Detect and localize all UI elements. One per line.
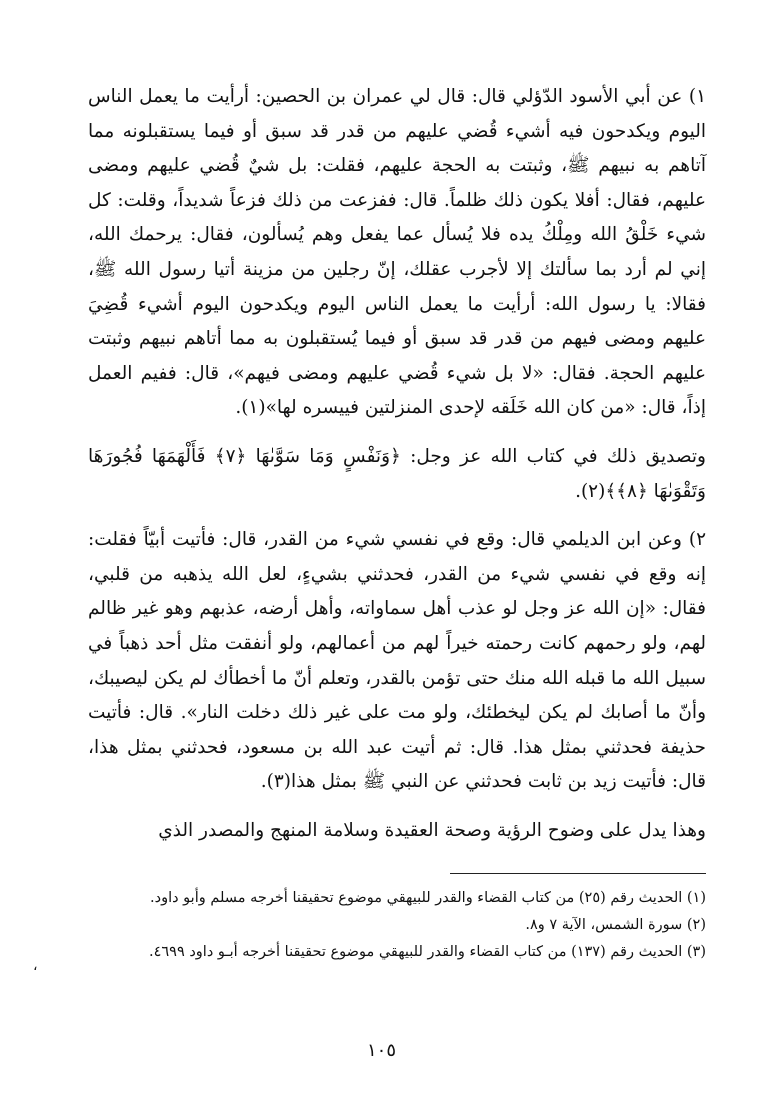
quran-citation-paragraph: وتصديق ذلك في كتاب الله عز وجل: ﴿وَنَفْسٍ وَمَا سَوَّىٰهَا ﴿٧﴾ فَأَلْهَمَهَا فُجُورَهَا وَتَقْوَىٰهَا ﴿٨﴾﴾(٢).	[88, 445, 706, 502]
main-text	[88, 80, 706, 848]
closing-paragraph: وهذا يدل على وضوح الرؤية وصحة العقيدة وسلامة المنهج والمصدر الذي	[158, 819, 706, 841]
hadith-paragraph-2: ٢) وعن ابن الديلمي قال: وقع في نفسي شيء من القدر، قال: فأتيت أبيّاً فقلت: إنه وقع في نفسي شيء من القدر، فحدثني بشيءٍ، لعل الله يذهبه من قلبي، فقال: «إن الله عز وجل لو عذب أهل سماواته، وأهل أرضه، عذبهم وهو غير ظالم لهم، ولو رحمهم كانت رحمته خيراً لهم من أعمالهم، ولو أنفقت مثل أحد ذهباً في سبيل الله ما قبله الله منك حتى تؤمن بالقدر، وتعلم أنّ ما أخطأك لم يكن ليصيبك، وأنّ ما أصابك لم يكن ليخطئك، ولو مت على غير ذلك دخلت النار». قال: فأتيت حذيفة فحدثني بمثل هذا. قال: ثم أتيت عبد الله بن مسعود، فحدثني بمثل هذا، قال: فأتيت زيد بن ثابت فحدثني عن النبي ﷺ بمثل هذا(٣).	[88, 529, 706, 793]
hadith-paragraph-1: ١) عن أبي الأسود الدّؤلي قال: قال لي عمران بن الحصين: أرأيت ما يعمل الناس اليوم ويكدحون فيه أشيء قُضي عليهم من قدر قد سبق أو فيما يستقبلونه مما آتاهم به نبيهم ﷺ، وثبتت به الحجة عليهم، فقلت: بل شيٌ قُضي عليهم ومضى عليهم، فقال: أفلا يكون ذلك ظلماً. قال: ففزعت من ذلك فزعاً شديداً، وقلت: كل شيء خَلْقُ الله ومِلْكُ يده فلا يُسأل عما يفعل وهم يُسألون، فقال: يرحمك الله، إني لم أرد بما سألتك إلا لأجرب عقلك، إنّ رجلين من مزينة أتيا رسول الله ﷺ، فقالا: يا رسول الله: أرأيت ما يعمل الناس اليوم ويكدحون اليوم أشيء قُضِيَ عليهم ومضى فيهم من قدر قد سبق أو فيما يُستقبلون به مما أتاهم نبيهم وثبتت عليهم الحجة. فقال: «لا بل شيء قُضي عليهم ومضى فيهم»، قال: ففيم العمل إذاً، قال: «من كان الله خَلَقه لإحدى المنزلتين فييسره لها»(١).	[88, 86, 706, 419]
footnote-divider	[450, 873, 706, 874]
margin-mark: ،	[33, 958, 38, 974]
footnote-3: (٣) الحديث رقم (١٣٧) من كتاب القضاء والقدر للبيهقي موضوع تحقيقنا أخرجه أبـو داود ٤٦٩٩.	[148, 944, 706, 960]
footnote-2: (٢) سورة الشمس، الآية ٧ و٨.	[525, 917, 706, 933]
footnote-1: (١) الحديث رقم (٢٥) من كتاب القضاء والقدر للبيهقي موضوع تحقيقنا أخرجه مسلم وأبو داود.	[150, 890, 706, 906]
page-number: ١٠٥	[366, 1040, 396, 1061]
footnotes	[88, 885, 706, 966]
